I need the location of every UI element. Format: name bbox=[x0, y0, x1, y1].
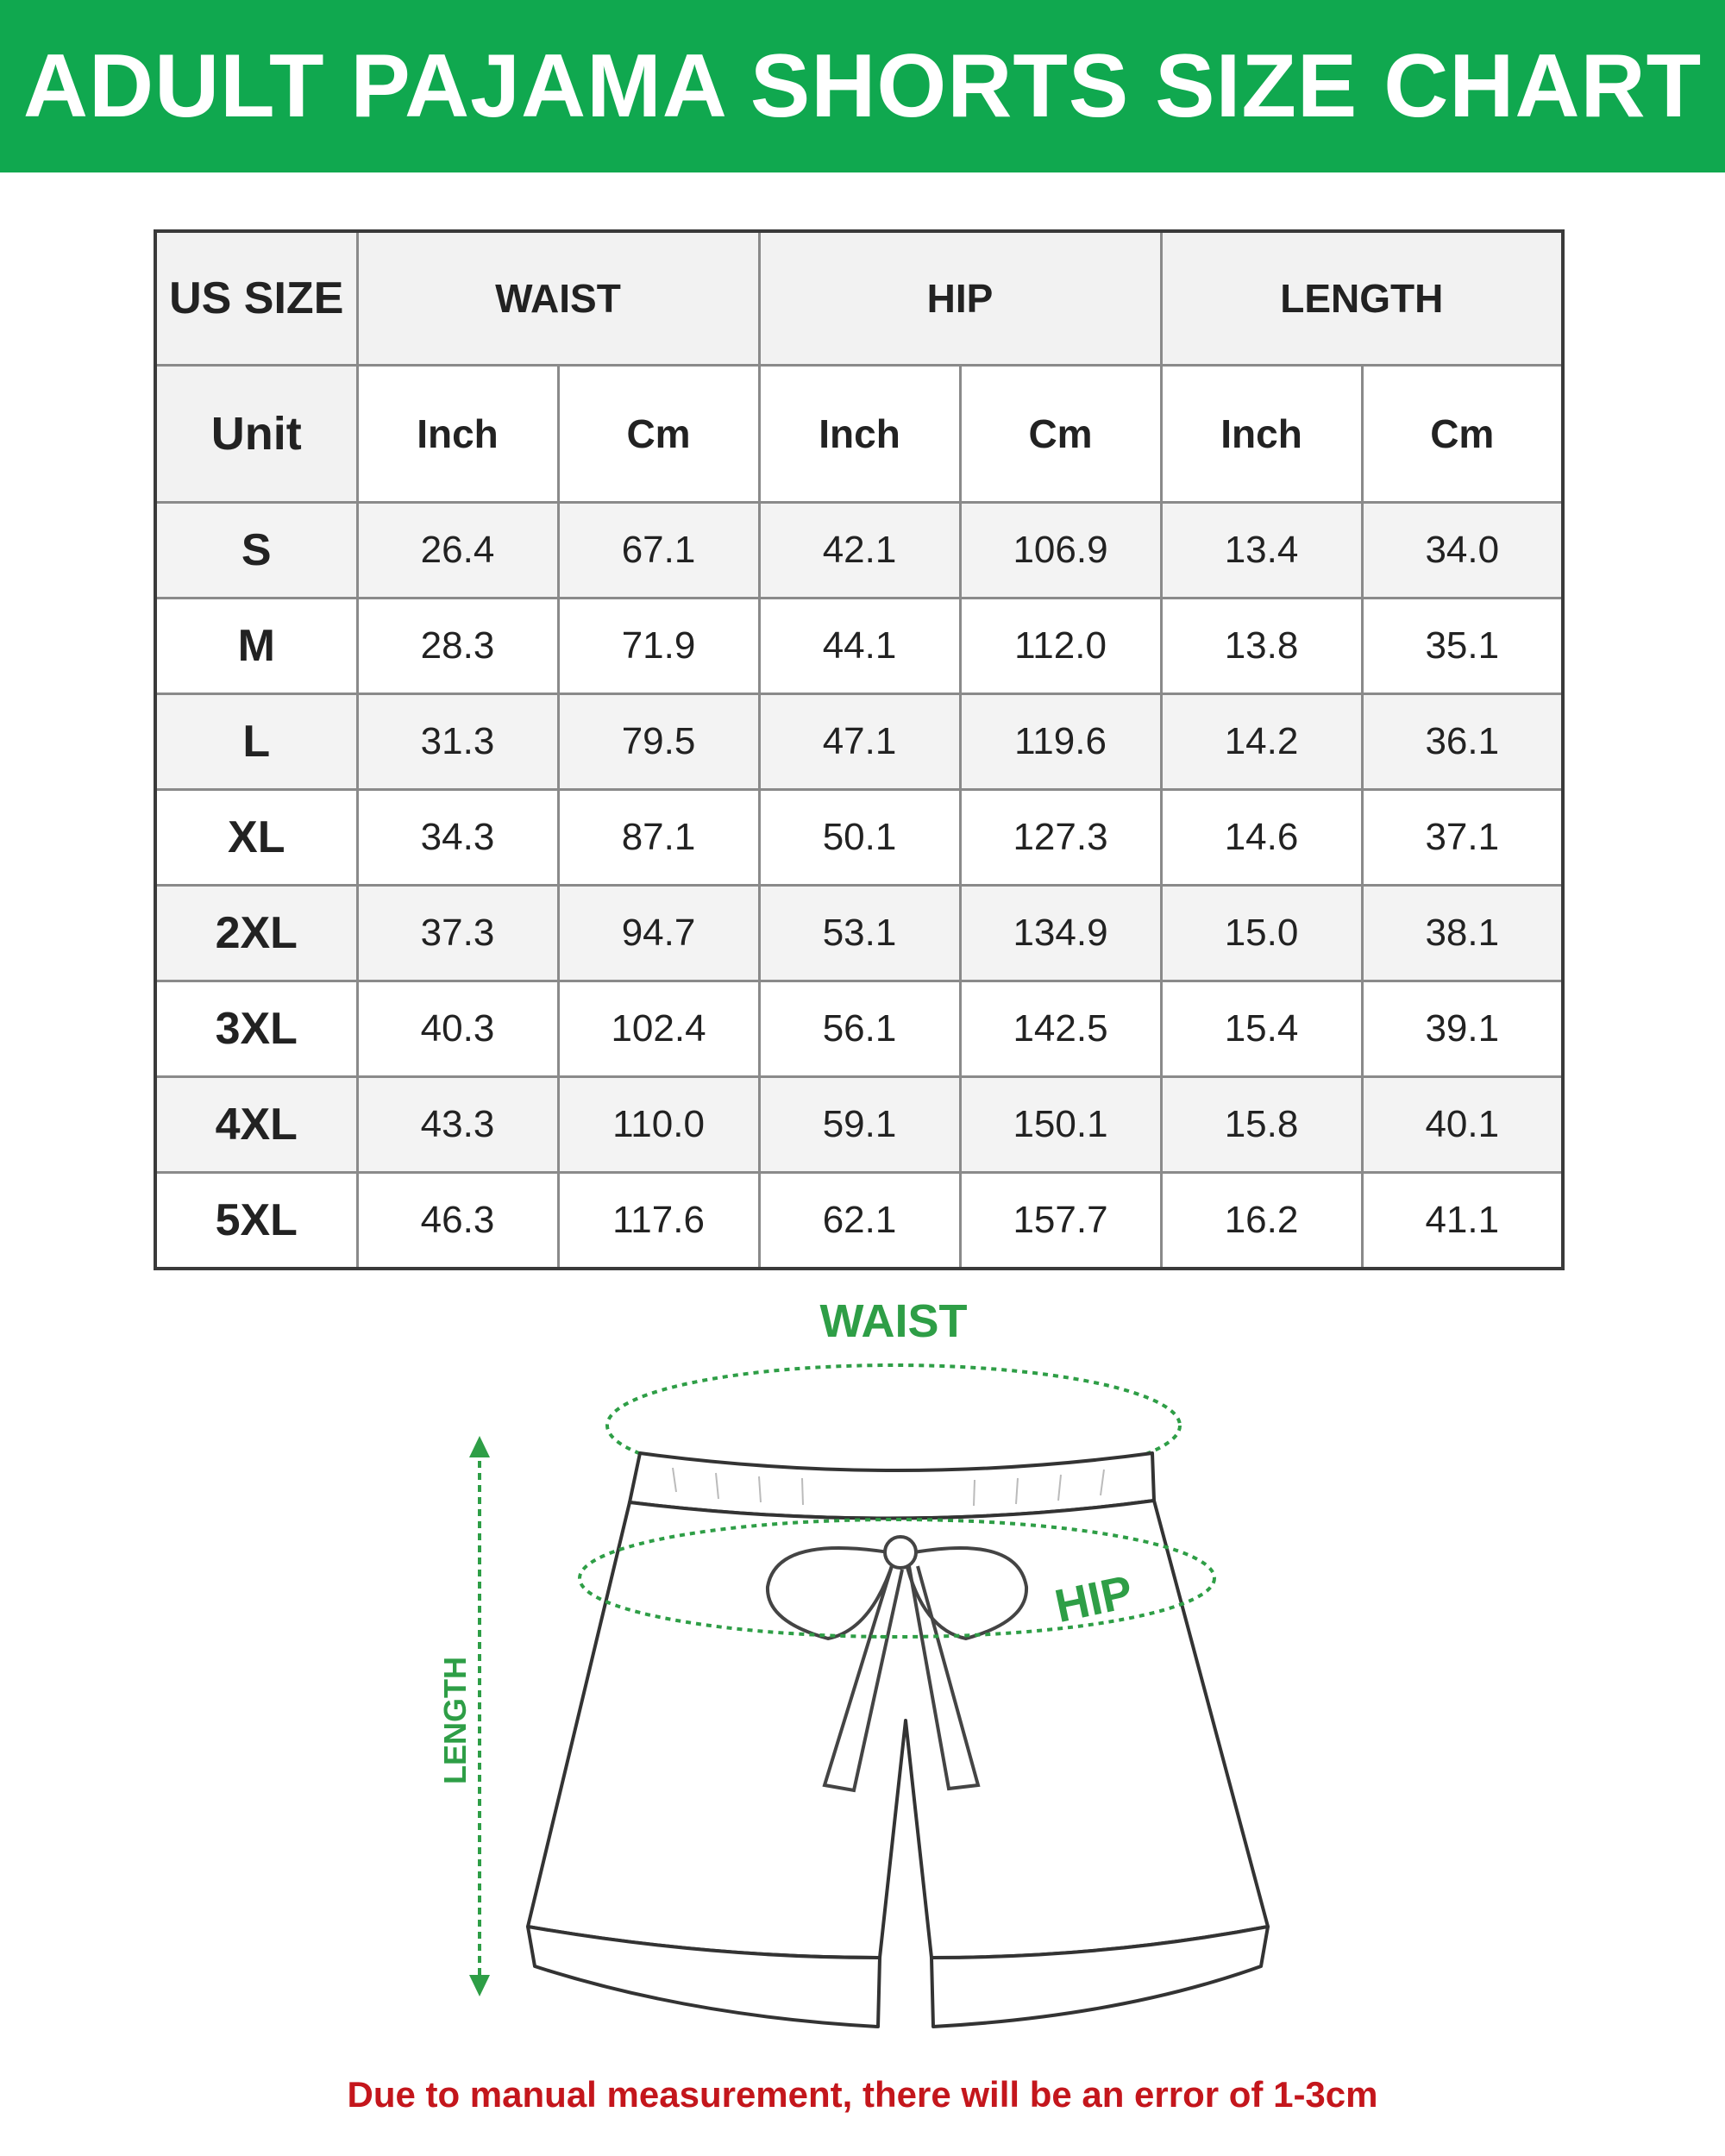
hip-header: HIP bbox=[759, 231, 1161, 366]
waist-label: WAIST bbox=[819, 1295, 968, 1347]
size-label: 4XL bbox=[155, 1077, 357, 1173]
measurement-cell: 26.4 bbox=[357, 503, 558, 599]
measurement-cell: 59.1 bbox=[759, 1077, 960, 1173]
size-chart-table bbox=[154, 229, 1565, 1270]
measurement-cell: 39.1 bbox=[1362, 981, 1563, 1077]
hip-label: HIP bbox=[1050, 1565, 1138, 1633]
measurement-cell: 56.1 bbox=[759, 981, 960, 1077]
measurement-cell: 34.3 bbox=[357, 790, 558, 886]
table-row bbox=[155, 694, 1563, 790]
measurement-cell: 150.1 bbox=[960, 1077, 1161, 1173]
measurement-cell: 62.1 bbox=[759, 1173, 960, 1269]
measurement-cell: 15.8 bbox=[1161, 1077, 1362, 1173]
measurement-cell: 40.3 bbox=[357, 981, 558, 1077]
unit-header: Inch bbox=[357, 366, 558, 503]
measurement-cell: 34.0 bbox=[1362, 503, 1563, 599]
table-row bbox=[155, 1077, 1563, 1173]
measurement-cell: 119.6 bbox=[960, 694, 1161, 790]
measurement-cell: 41.1 bbox=[1362, 1173, 1563, 1269]
measurement-cell: 46.3 bbox=[357, 1173, 558, 1269]
measurement-cell: 94.7 bbox=[558, 886, 759, 981]
measurement-note: Due to manual measurement, there will be an error of 1-3cm bbox=[347, 2074, 1378, 2115]
measurement-cell: 38.1 bbox=[1362, 886, 1563, 981]
unit-header: Inch bbox=[759, 366, 960, 503]
measurement-cell: 71.9 bbox=[558, 599, 759, 694]
measurement-cell: 50.1 bbox=[759, 790, 960, 886]
table-row bbox=[155, 981, 1563, 1077]
us-size-header: US SIZE bbox=[155, 231, 357, 366]
unit-header: Cm bbox=[1362, 366, 1563, 503]
measurement-cell: 13.4 bbox=[1161, 503, 1362, 599]
measurement-cell: 44.1 bbox=[759, 599, 960, 694]
measurement-cell: 47.1 bbox=[759, 694, 960, 790]
measurement-cell: 31.3 bbox=[357, 694, 558, 790]
measurement-cell: 134.9 bbox=[960, 886, 1161, 981]
measurement-cell: 28.3 bbox=[357, 599, 558, 694]
measurement-cell: 14.2 bbox=[1161, 694, 1362, 790]
measurement-cell: 14.6 bbox=[1161, 790, 1362, 886]
size-label: 2XL bbox=[155, 886, 357, 981]
unit-header: Cm bbox=[558, 366, 759, 503]
measurement-cell: 127.3 bbox=[960, 790, 1161, 886]
length-label: LENGTH bbox=[437, 1657, 473, 1784]
measurement-cell: 36.1 bbox=[1362, 694, 1563, 790]
measurement-cell: 16.2 bbox=[1161, 1173, 1362, 1269]
shorts-measurement-diagram bbox=[0, 1276, 1725, 2070]
measurement-cell: 79.5 bbox=[558, 694, 759, 790]
table-row bbox=[155, 599, 1563, 694]
page-title: ADULT PAJAMA SHORTS SIZE CHART bbox=[22, 35, 1703, 136]
size-label: L bbox=[155, 694, 357, 790]
measurement-cell: 42.1 bbox=[759, 503, 960, 599]
measurement-cell: 117.6 bbox=[558, 1173, 759, 1269]
table-row bbox=[155, 1173, 1563, 1269]
unit-header-row bbox=[155, 366, 1563, 503]
size-label: 5XL bbox=[155, 1173, 357, 1269]
unit-label: Unit bbox=[155, 366, 357, 503]
measurement-cell: 142.5 bbox=[960, 981, 1161, 1077]
measurement-cell: 37.1 bbox=[1362, 790, 1563, 886]
size-label: XL bbox=[155, 790, 357, 886]
unit-header: Cm bbox=[960, 366, 1161, 503]
measurement-cell: 67.1 bbox=[558, 503, 759, 599]
waist-header: WAIST bbox=[357, 231, 759, 366]
size-label: 3XL bbox=[155, 981, 357, 1077]
size-label: S bbox=[155, 503, 357, 599]
measurement-cell: 13.8 bbox=[1161, 599, 1362, 694]
measurement-cell: 112.0 bbox=[960, 599, 1161, 694]
table-row bbox=[155, 886, 1563, 981]
group-header-row bbox=[155, 231, 1563, 366]
measurement-cell: 87.1 bbox=[558, 790, 759, 886]
length-header: LENGTH bbox=[1161, 231, 1563, 366]
measurement-cell: 157.7 bbox=[960, 1173, 1161, 1269]
measurement-cell: 15.4 bbox=[1161, 981, 1362, 1077]
size-label: M bbox=[155, 599, 357, 694]
measurement-cell: 35.1 bbox=[1362, 599, 1563, 694]
measurement-cell: 106.9 bbox=[960, 503, 1161, 599]
measurement-cell: 15.0 bbox=[1161, 886, 1362, 981]
measurement-cell: 53.1 bbox=[759, 886, 960, 981]
measurement-cell: 110.0 bbox=[558, 1077, 759, 1173]
table-row bbox=[155, 790, 1563, 886]
measurement-cell: 40.1 bbox=[1362, 1077, 1563, 1173]
title-banner bbox=[0, 0, 1725, 172]
table-row bbox=[155, 503, 1563, 599]
measurement-cell: 43.3 bbox=[357, 1077, 558, 1173]
measurement-cell: 37.3 bbox=[357, 886, 558, 981]
measurement-cell: 102.4 bbox=[558, 981, 759, 1077]
unit-header: Inch bbox=[1161, 366, 1362, 503]
